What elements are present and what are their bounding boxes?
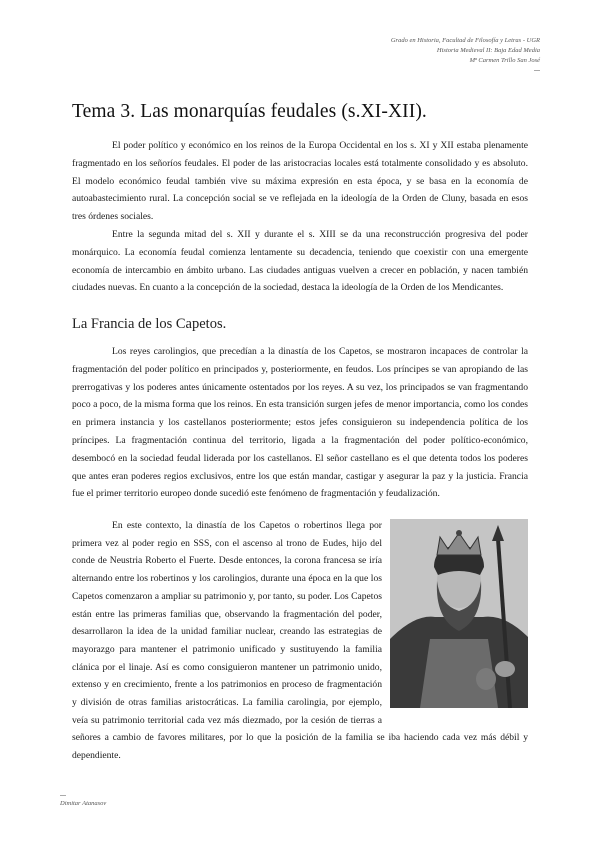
paragraph-text: El poder político y económico en los reinos de la Europa Occidental en los s. XI y XII estaba plenamente fragmentado en los señoríos feudales. El poder de las aristocracias locales está totalmente consolidado y es absoluto. El modelo económico feudal también vive su máxima expresión en esta época, y se basa en la economía de autoabastecimiento rural. La concepción social se ve reflejada en la ideología de la Orden de Cluny, basada en esos tres órdenes sociales. [72,140,528,223]
header-professor: Mª Carmen Trillo San José [469,57,540,64]
page-header [240,36,540,71]
intro-paragraph-1 [72,137,528,226]
header-rule [534,70,540,71]
footer-author: Dimitar Atanasov [60,800,107,807]
footer-rule [60,795,66,796]
header-subject: Historia Medieval II: Baja Edad Media [436,47,540,54]
page-footer [60,795,106,807]
header-course: Grado en Historia, Facultad de Filosofía y Letras - UGR [390,37,540,44]
capetos-paragraph-2 [72,517,528,765]
king-portrait-image [390,519,528,708]
section-heading: La Francia de los Capetos. [72,316,227,332]
intro-paragraph-2 [72,226,528,297]
paragraph-text: Los reyes carolingios, que precedían a la dinastía de los Capetos, se mostraron incapaces de controlar la fragmentación del poder político en principados y, posteriormente, en feudos. Los príncipes se van apropiando de las prerrogativas y los poderes antes únicamente ostentados por los reyes. A su vez, los principados se van fragmentando poco a poco, de la misma forma que los reinos. En esta transición surgen jefes de menor importancia, como los condes en primera instancia y los castellanos posteriormente; estos jefes consiguieron su independencia política de los príncipes. La fragmentación continua del territorio, ligada a la fragmentación del poder político-económico, desembocó en la sociedad feudal liderada por los castellanos. El señor castellano es el que detenta todos los poderes que antes eran poderes regios exclusivos, entre los que están mandar, castigar y asegurar la paz y la justicia. Francia fue el primer territorio europeo donde sucedió este fenómeno de fragmentación y feudalización. [72,346,528,500]
page-title: Tema 3. Las monarquías feudales (s.XI-XII). [72,101,427,122]
paragraph-text: En este contexto, la dinastía de los Capetos o robertinos llega por primera vez al poder regio en SSS, con el ascenso al trono de Eudes, hijo del conde de Neustria Roberto el Fuerte. Desde entonces, la corona francesa se iría alternando entre los robertinos y los carolingios, durante una época en la que los Capetos comenzaron a ampliar su patrimonio y, por tanto, su poder. Los Capetos están entre las primeras familias que, observando la fragmentación del poder, desarrollaron la idea de la unidad familiar nuclear, creando las estrategias de mayorazgo para mantener el patrimonio unificado y sustituyendo la familia clánica por el linaje. Así es como consiguieron mantener un patrimonio unido, extenso y en crecimiento, frente a los patrimonios en proceso de fragmentación y división de otras familias aristocráticas. La familia carolingia, por ejemplo, veía su patrimonio territorial cada vez más diezmado, por la cesión de tierras a señores a cambio de favores militares, por lo que la posición de la familia se iba haciendo cada vez más débil y dependiente. [72,520,528,762]
capetos-paragraph-1 [72,343,528,503]
paragraph-text: Entre la segunda mitad del s. XII y durante el s. XIII se da una reconstrucción progresiva del poder monárquico. La economía feudal comienza lentamente su decadencia, teniendo que coexistir con una emergente economía de intercambio en ámbito urbano. Las ciudades antiguas vuelven a crecer en población, y nacen también ciudades nuevas. En cuanto a la concepción de la sociedad, destaca la ideología de la Orden de los Mendicantes. [72,229,528,294]
